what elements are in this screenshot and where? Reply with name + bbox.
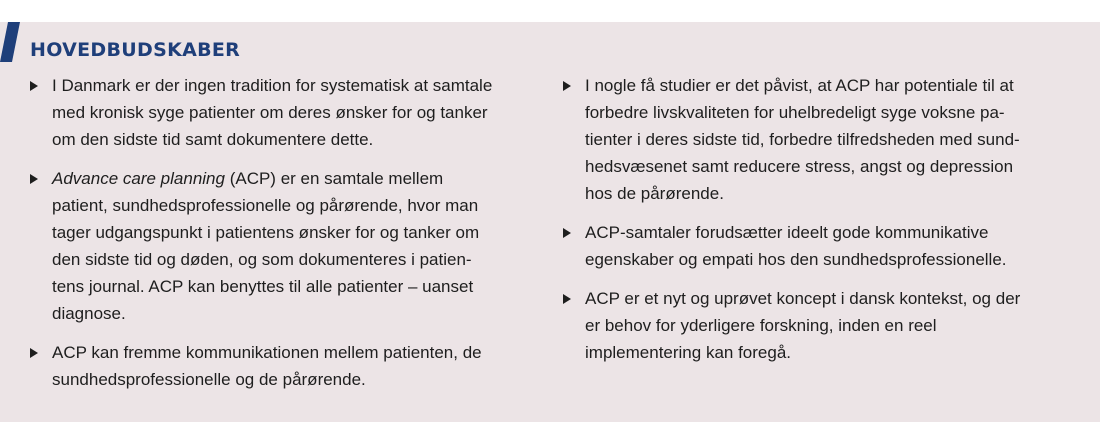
list-item	[563, 72, 1078, 207]
right-bullet-list	[563, 72, 1078, 378]
text-line: den sidste tid og døden, og som dokumenteres i patien-	[52, 250, 472, 269]
text-line: sundhedsprofessionelle og de pårørende.	[52, 370, 366, 389]
text-line: ACP er et nyt og uprøvet koncept i dansk kontekst, og der	[585, 289, 1021, 308]
triangle-bullet-icon	[563, 294, 571, 304]
text-line: patient, sundhedsprofessionelle og pårørende, hvor man	[52, 196, 479, 215]
italic-term: Advance care planning	[52, 169, 225, 188]
text-line: tienter i deres sidste tid, forbedre tilfredsheden med sund-	[585, 130, 1020, 149]
text-line: ACP kan fremme kommunikationen mellem patienten, de	[52, 343, 482, 362]
box-heading: HOVEDBUDSKABER	[30, 39, 241, 61]
triangle-bullet-icon	[30, 174, 38, 184]
text-line: med kronisk syge patienter om deres ønsker for og tanker	[52, 103, 488, 122]
text-line: tens journal. ACP kan benyttes til alle patienter – uanset	[52, 277, 474, 296]
text-line: hedsvæsenet samt reducere stress, angst og depression	[585, 157, 1014, 176]
text-line: hos de pårørende.	[585, 184, 724, 203]
left-bullet-list	[30, 72, 542, 405]
text-span: (ACP) er en samtale mellem	[224, 169, 444, 188]
list-item	[30, 72, 542, 153]
text-line	[52, 165, 542, 192]
text-line: egenskaber og empati hos den sundhedsprofessionelle.	[585, 250, 1007, 269]
text-line: I Danmark er der ingen tradition for systematisk at samtale	[52, 76, 493, 95]
triangle-bullet-icon	[30, 348, 38, 358]
triangle-bullet-icon	[30, 81, 38, 91]
text-line: tager udgangspunkt i patientens ønsker for og tanker om	[52, 223, 480, 242]
text-line: om den sidste tid samt dokumentere dette.	[52, 130, 374, 149]
text-line: implementering kan foregå.	[585, 343, 792, 362]
triangle-bullet-icon	[563, 228, 571, 238]
list-item	[30, 339, 542, 393]
text-line: diagnose.	[52, 304, 126, 323]
corner-flag-icon	[0, 22, 20, 62]
text-line: ACP-samtaler forudsætter ideelt gode kommunikative	[585, 223, 989, 242]
text-line: er behov for yderligere forskning, inden en reel	[585, 316, 937, 335]
list-item	[563, 219, 1078, 273]
triangle-bullet-icon	[563, 81, 571, 91]
text-line: forbedre livskvaliteten for uhelbredeligt syge voksne pa-	[585, 103, 1005, 122]
list-item	[30, 165, 542, 327]
text-line: I nogle få studier er det påvist, at ACP har potentiale til at	[585, 76, 1014, 95]
list-item	[563, 285, 1078, 366]
